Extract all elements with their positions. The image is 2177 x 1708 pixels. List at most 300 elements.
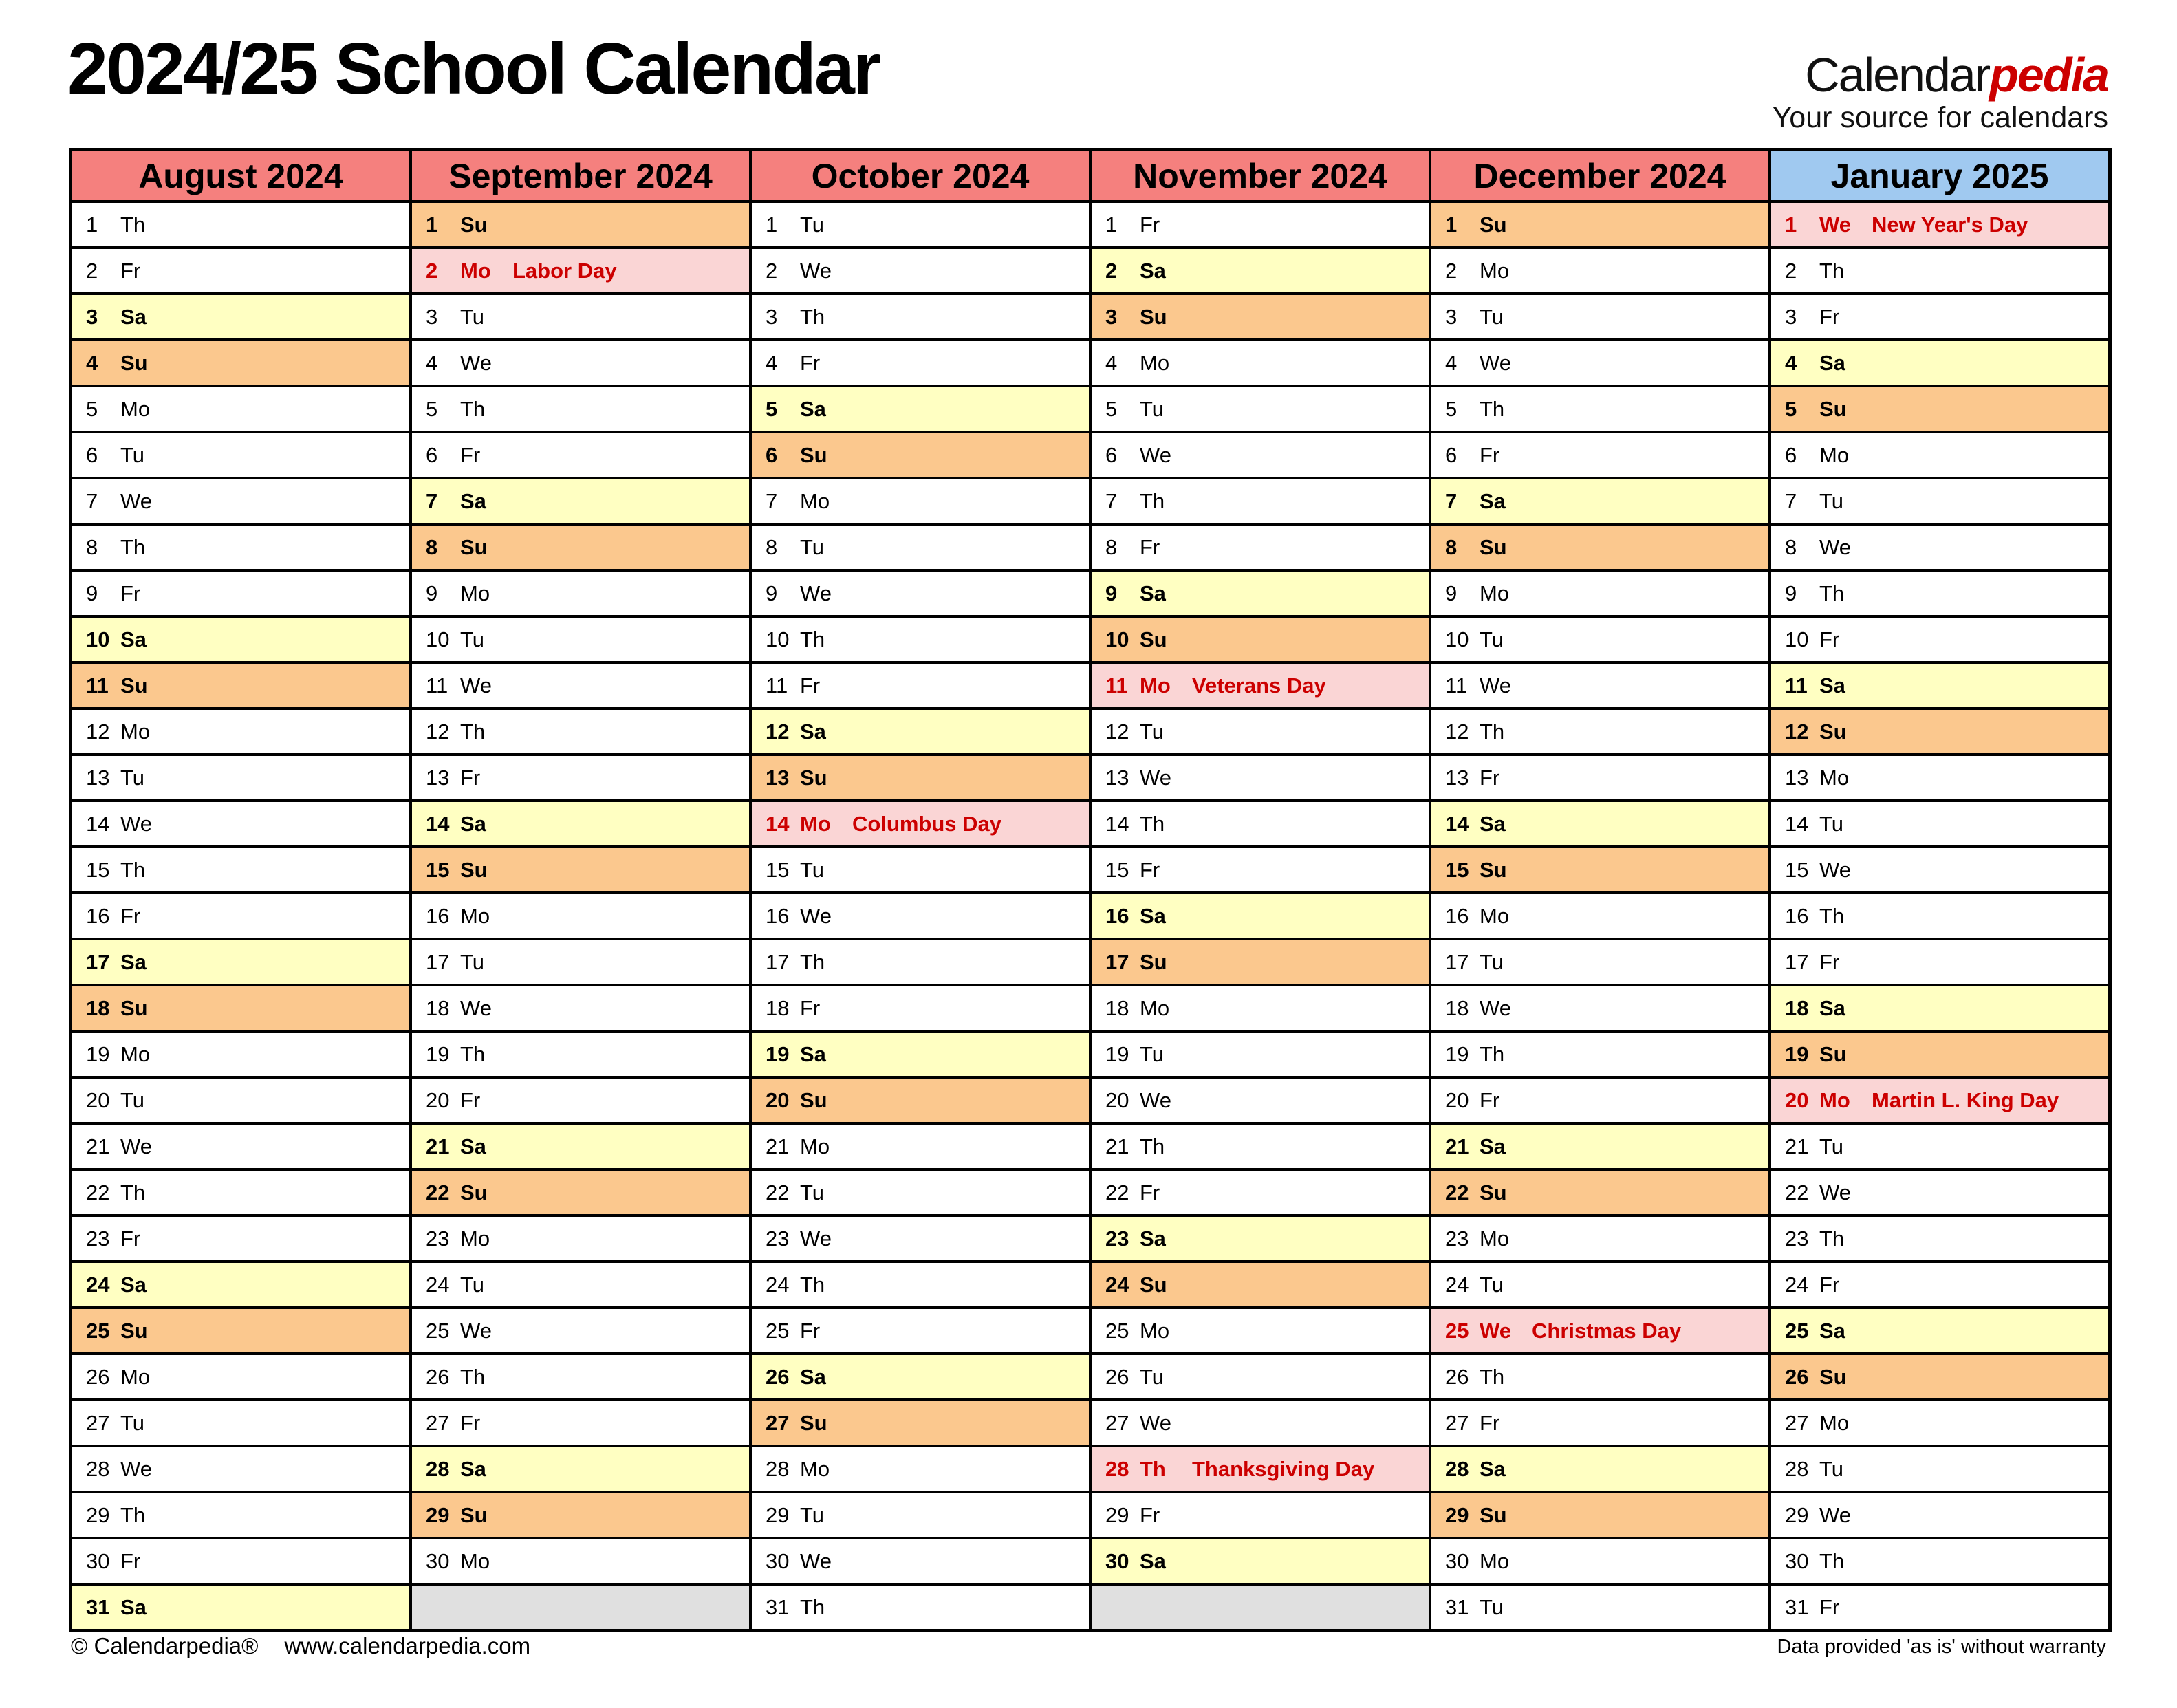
weekday-abbreviation: Mo	[800, 489, 830, 513]
website-url[interactable]: www.calendarpedia.com	[284, 1633, 531, 1658]
holiday-name: Labor Day	[512, 259, 617, 283]
day-cell	[1771, 387, 2108, 433]
month-header: January 2025	[1771, 151, 2108, 203]
day-number: 15	[426, 858, 450, 882]
day-cell	[412, 1263, 749, 1309]
day-number: 11	[1105, 673, 1128, 698]
day-number: 8	[766, 535, 778, 559]
day-cell	[72, 572, 409, 618]
weekday-abbreviation: Sa	[120, 950, 147, 974]
day-cell	[72, 1355, 409, 1401]
day-number: 25	[86, 1319, 110, 1343]
day-cell	[72, 1586, 409, 1629]
day-number: 9	[1445, 581, 1458, 605]
day-number: 28	[1445, 1457, 1469, 1481]
day-cell	[1431, 1539, 1768, 1586]
day-number: 31	[1445, 1595, 1469, 1619]
weekday-abbreviation: We	[1140, 766, 1171, 790]
day-number: 24	[86, 1273, 110, 1297]
weekday-abbreviation: Fr	[1480, 443, 1500, 467]
weekday-abbreviation: Su	[1140, 305, 1167, 329]
day-number: 16	[86, 904, 110, 928]
weekday-abbreviation: Sa	[120, 1273, 147, 1297]
weekday-abbreviation: Mo	[460, 581, 490, 605]
weekday-abbreviation: We	[800, 904, 832, 928]
day-cell	[412, 1309, 749, 1355]
day-number: 27	[766, 1411, 790, 1435]
day-cell	[1092, 203, 1429, 249]
weekday-abbreviation: Th	[1140, 489, 1165, 513]
day-number: 30	[426, 1549, 450, 1573]
day-number: 1	[1105, 213, 1118, 237]
day-cell	[1771, 249, 2108, 295]
day-number: 2	[426, 259, 438, 283]
day-number: 16	[1785, 904, 1809, 928]
weekday-abbreviation: We	[1140, 1088, 1171, 1112]
day-cell	[72, 203, 409, 249]
day-cell	[752, 249, 1089, 295]
weekday-abbreviation: Tu	[1140, 397, 1165, 421]
day-number: 23	[86, 1226, 110, 1251]
weekday-abbreviation: Su	[1480, 1503, 1507, 1527]
weekday-abbreviation: Th	[120, 535, 146, 559]
day-number: 21	[426, 1134, 450, 1158]
weekday-abbreviation: Fr	[1140, 535, 1160, 559]
weekday-abbreviation: Th	[1819, 581, 1845, 605]
day-number: 11	[426, 673, 448, 698]
day-cell	[1771, 1355, 2108, 1401]
day-number: 4	[766, 351, 778, 375]
day-number: 9	[86, 581, 98, 605]
day-number: 23	[1445, 1226, 1469, 1251]
weekday-abbreviation: Th	[800, 1595, 825, 1619]
day-cell	[72, 295, 409, 341]
day-number: 24	[426, 1273, 450, 1297]
day-number: 8	[1785, 535, 1797, 559]
day-number: 8	[1105, 535, 1118, 559]
day-number: 18	[1105, 996, 1129, 1020]
weekday-abbreviation: Mo	[1480, 904, 1510, 928]
day-number: 2	[1105, 259, 1118, 283]
day-cell	[72, 1309, 409, 1355]
day-cell	[1092, 341, 1429, 387]
day-cell	[1092, 1401, 1429, 1447]
day-number: 29	[426, 1503, 450, 1527]
weekday-abbreviation: Su	[120, 996, 148, 1020]
day-cell	[72, 1401, 409, 1447]
weekday-abbreviation: Su	[1480, 535, 1507, 559]
day-cell	[72, 1079, 409, 1125]
day-number: 6	[766, 443, 778, 467]
weekday-abbreviation: Mo	[1819, 766, 1850, 790]
weekday-abbreviation: Th	[800, 627, 825, 651]
day-number: 20	[426, 1088, 450, 1112]
day-number: 17	[1445, 950, 1469, 974]
day-cell	[1431, 526, 1768, 572]
day-number: 16	[1445, 904, 1469, 928]
day-cell	[752, 295, 1089, 341]
day-cell	[1771, 572, 2108, 618]
weekday-abbreviation: Fr	[460, 1411, 481, 1435]
day-number: 16	[1105, 904, 1129, 928]
day-number: 6	[1445, 443, 1458, 467]
day-cell	[1092, 894, 1429, 940]
day-cell	[1771, 1217, 2108, 1263]
weekday-abbreviation: We	[1819, 858, 1851, 882]
day-cell	[1431, 940, 1768, 986]
day-number: 25	[1785, 1319, 1809, 1343]
day-cell	[1092, 1125, 1429, 1171]
day-cell	[72, 1171, 409, 1217]
day-cell	[1092, 572, 1429, 618]
day-number: 1	[86, 213, 98, 237]
day-cell	[412, 1171, 749, 1217]
weekday-abbreviation: Tu	[1140, 720, 1165, 744]
day-cell	[1771, 295, 2108, 341]
copyright-text: © Calendarpedia®	[71, 1633, 259, 1658]
weekday-abbreviation: Su	[460, 1180, 488, 1204]
day-number: 12	[1445, 720, 1469, 744]
weekday-abbreviation: Tu	[1480, 1273, 1504, 1297]
day-cell	[412, 387, 749, 433]
day-cell	[1092, 433, 1429, 479]
day-number: 28	[766, 1457, 790, 1481]
day-number: 24	[766, 1273, 790, 1297]
holiday-cell	[1092, 1447, 1429, 1493]
weekday-abbreviation: Fr	[120, 1226, 141, 1251]
day-cell	[412, 618, 749, 664]
day-cell	[752, 756, 1089, 802]
day-number: 28	[426, 1457, 450, 1481]
weekday-abbreviation: Th	[1819, 259, 1845, 283]
day-number: 28	[86, 1457, 110, 1481]
day-cell	[1092, 1079, 1429, 1125]
day-number: 7	[766, 489, 778, 513]
holiday-name: Columbus Day	[852, 812, 1002, 836]
day-number: 10	[1105, 627, 1129, 651]
day-cell	[1431, 295, 1768, 341]
holiday-cell	[752, 802, 1089, 848]
day-cell	[1771, 1309, 2108, 1355]
weekday-abbreviation: Su	[120, 351, 148, 375]
day-cell	[1431, 1586, 1768, 1629]
day-cell	[752, 203, 1089, 249]
day-number: 13	[1445, 766, 1469, 790]
weekday-abbreviation: Tu	[1480, 627, 1504, 651]
weekday-abbreviation: Tu	[800, 213, 825, 237]
weekday-abbreviation: Th	[800, 1273, 825, 1297]
day-cell	[412, 572, 749, 618]
weekday-abbreviation: We	[800, 581, 832, 605]
day-number: 27	[1105, 1411, 1129, 1435]
weekday-abbreviation: We	[1480, 673, 1511, 698]
day-number: 30	[1785, 1549, 1809, 1573]
day-number: 14	[1105, 812, 1129, 836]
day-cell	[1431, 1125, 1768, 1171]
weekday-abbreviation: Su	[800, 1411, 827, 1435]
holiday-cell	[412, 249, 749, 295]
weekday-abbreviation: Th	[1480, 720, 1505, 744]
day-cell	[752, 1586, 1089, 1629]
day-number: 16	[766, 904, 790, 928]
weekday-abbreviation: We	[1140, 1411, 1171, 1435]
holiday-name: Veterans Day	[1192, 673, 1326, 698]
day-number: 28	[1785, 1457, 1809, 1481]
day-number: 29	[86, 1503, 110, 1527]
weekday-abbreviation: Su	[800, 443, 827, 467]
day-cell	[72, 618, 409, 664]
day-number: 16	[426, 904, 450, 928]
day-cell	[1771, 710, 2108, 756]
day-number: 7	[426, 489, 438, 513]
day-number: 2	[86, 259, 98, 283]
weekday-abbreviation: Mo	[1140, 351, 1170, 375]
day-cell	[412, 986, 749, 1033]
day-number: 22	[1785, 1180, 1809, 1204]
month-header: August 2024	[72, 151, 409, 203]
weekday-abbreviation: Tu	[1819, 812, 1844, 836]
day-number: 23	[1785, 1226, 1809, 1251]
weekday-abbreviation: We	[1140, 443, 1171, 467]
day-cell	[752, 894, 1089, 940]
weekday-abbreviation: We	[120, 1134, 152, 1158]
day-number: 13	[766, 766, 790, 790]
day-cell	[1092, 295, 1429, 341]
page-title: 2024/25 School Calendar	[67, 28, 880, 109]
weekday-abbreviation: Fr	[800, 673, 821, 698]
weekday-abbreviation: Su	[1819, 1365, 1847, 1389]
day-cell	[752, 710, 1089, 756]
weekday-abbreviation: Su	[1480, 1180, 1507, 1204]
weekday-abbreviation: We	[120, 1457, 152, 1481]
day-cell	[1771, 1539, 2108, 1586]
weekday-abbreviation: Th	[460, 1365, 486, 1389]
weekday-abbreviation: Th	[800, 950, 825, 974]
logo-text-calendar: Calendar	[1805, 48, 1990, 102]
weekday-abbreviation: Th	[1140, 1457, 1166, 1481]
weekday-abbreviation: Mo	[120, 397, 151, 421]
day-number: 20	[1445, 1088, 1469, 1112]
day-cell	[412, 1033, 749, 1079]
day-cell	[412, 1217, 749, 1263]
weekday-abbreviation: Su	[1140, 627, 1167, 651]
day-number: 8	[426, 535, 438, 559]
day-cell	[1771, 756, 2108, 802]
weekday-abbreviation: We	[1819, 213, 1851, 237]
day-cell	[412, 295, 749, 341]
weekday-abbreviation: Su	[1140, 950, 1167, 974]
weekday-abbreviation: Fr	[460, 1088, 481, 1112]
day-number: 3	[1785, 305, 1797, 329]
month-header: December 2024	[1431, 151, 1768, 203]
day-cell	[1092, 1263, 1429, 1309]
day-number: 10	[1785, 627, 1809, 651]
day-number: 18	[1785, 996, 1809, 1020]
weekday-abbreviation: We	[460, 996, 492, 1020]
weekday-abbreviation: We	[120, 489, 152, 513]
weekday-abbreviation: Mo	[460, 904, 490, 928]
day-number: 5	[426, 397, 438, 421]
day-cell	[412, 1447, 749, 1493]
day-cell	[1771, 894, 2108, 940]
day-number: 25	[766, 1319, 790, 1343]
day-cell	[72, 1217, 409, 1263]
day-number: 10	[86, 627, 110, 651]
weekday-abbreviation: Mo	[1140, 1319, 1170, 1343]
day-cell	[1771, 1033, 2108, 1079]
day-cell	[1431, 249, 1768, 295]
day-number: 17	[1105, 950, 1129, 974]
day-number: 13	[1785, 766, 1809, 790]
day-cell	[72, 1125, 409, 1171]
weekday-abbreviation: Th	[800, 305, 825, 329]
month-column-october-2024	[752, 151, 1092, 1629]
day-cell	[752, 1355, 1089, 1401]
day-cell	[1771, 848, 2108, 894]
weekday-abbreviation: Sa	[460, 812, 486, 836]
month-header: November 2024	[1092, 151, 1429, 203]
day-cell	[1092, 479, 1429, 526]
weekday-abbreviation: Mo	[1819, 443, 1850, 467]
weekday-abbreviation: Mo	[460, 1549, 490, 1573]
holiday-name: Christmas Day	[1532, 1319, 1682, 1343]
weekday-abbreviation: Sa	[800, 397, 826, 421]
weekday-abbreviation: Sa	[1140, 1226, 1166, 1251]
day-number: 3	[766, 305, 778, 329]
weekday-abbreviation: Tu	[1819, 489, 1844, 513]
day-number: 1	[1785, 213, 1797, 237]
day-number: 29	[1785, 1503, 1809, 1527]
weekday-abbreviation: Mo	[460, 1226, 490, 1251]
day-cell	[1092, 802, 1429, 848]
weekday-abbreviation: Th	[120, 213, 146, 237]
day-number: 14	[426, 812, 450, 836]
month-header: October 2024	[752, 151, 1089, 203]
day-number: 17	[426, 950, 450, 974]
day-number: 5	[86, 397, 98, 421]
weekday-abbreviation: Fr	[120, 1549, 141, 1573]
day-cell	[752, 1171, 1089, 1217]
day-cell	[752, 1539, 1089, 1586]
day-number: 12	[1105, 720, 1129, 744]
day-number: 29	[766, 1503, 790, 1527]
day-number: 18	[426, 996, 450, 1020]
day-number: 12	[1785, 720, 1809, 744]
weekday-abbreviation: Mo	[800, 812, 831, 836]
day-cell	[1771, 1493, 2108, 1539]
weekday-abbreviation: Fr	[1140, 1503, 1160, 1527]
day-number: 4	[1785, 351, 1797, 375]
weekday-abbreviation: Th	[1480, 397, 1505, 421]
weekday-abbreviation: Tu	[120, 443, 145, 467]
weekday-abbreviation: Fr	[1480, 766, 1500, 790]
day-number: 23	[766, 1226, 790, 1251]
day-number: 21	[1445, 1134, 1469, 1158]
day-number: 12	[766, 720, 790, 744]
weekday-abbreviation: Fr	[800, 351, 821, 375]
footer-disclaimer: Data provided 'as is' without warranty	[1777, 1636, 2106, 1658]
day-cell	[1431, 986, 1768, 1033]
weekday-abbreviation: Su	[800, 1088, 827, 1112]
day-number: 24	[1785, 1273, 1809, 1297]
weekday-abbreviation: Tu	[1480, 1595, 1504, 1619]
weekday-abbreviation: Tu	[1819, 1134, 1844, 1158]
day-number: 21	[1785, 1134, 1809, 1158]
day-number: 31	[86, 1595, 110, 1619]
day-cell	[1431, 848, 1768, 894]
weekday-abbreviation: We	[120, 812, 152, 836]
holiday-name: Thanksgiving Day	[1192, 1457, 1375, 1481]
day-number: 10	[766, 627, 790, 651]
day-cell	[1771, 1586, 2108, 1629]
day-number: 6	[426, 443, 438, 467]
day-cell	[1431, 756, 1768, 802]
day-number: 30	[766, 1549, 790, 1573]
weekday-abbreviation: Fr	[120, 904, 141, 928]
calendar-table	[69, 148, 2112, 1632]
logo-tagline: Your source for calendars	[1772, 100, 2108, 134]
day-cell	[72, 479, 409, 526]
weekday-abbreviation: Fr	[1480, 1411, 1500, 1435]
day-number: 19	[426, 1042, 450, 1066]
day-number: 5	[1785, 397, 1797, 421]
day-number: 26	[1445, 1365, 1469, 1389]
weekday-abbreviation: Tu	[120, 766, 145, 790]
day-cell	[72, 249, 409, 295]
day-cell	[752, 341, 1089, 387]
day-cell	[412, 1401, 749, 1447]
day-cell	[1771, 1263, 2108, 1309]
weekday-abbreviation: Fr	[1819, 305, 1840, 329]
day-cell	[752, 1033, 1089, 1079]
day-cell	[752, 526, 1089, 572]
day-cell	[412, 433, 749, 479]
day-cell	[412, 710, 749, 756]
day-cell	[1092, 1033, 1429, 1079]
day-cell	[412, 940, 749, 986]
calendarpedia-logo	[1773, 50, 2108, 133]
month-column-september-2024	[412, 151, 752, 1629]
day-cell	[752, 1263, 1089, 1309]
day-number: 7	[86, 489, 98, 513]
day-cell	[412, 848, 749, 894]
weekday-abbreviation: Mo	[1140, 673, 1171, 698]
weekday-abbreviation: We	[460, 673, 492, 698]
day-number: 19	[1105, 1042, 1129, 1066]
weekday-abbreviation: Su	[460, 858, 488, 882]
day-cell	[1092, 986, 1429, 1033]
blank-cell	[1092, 1586, 1429, 1629]
weekday-abbreviation: Th	[460, 720, 486, 744]
day-number: 15	[1785, 858, 1809, 882]
day-cell	[1771, 433, 2108, 479]
day-cell	[412, 1539, 749, 1586]
weekday-abbreviation: Tu	[1140, 1365, 1165, 1389]
day-number: 14	[86, 812, 110, 836]
day-cell	[1431, 802, 1768, 848]
day-cell	[1771, 479, 2108, 526]
day-cell	[412, 756, 749, 802]
day-cell	[1771, 1125, 2108, 1171]
weekday-abbreviation: Sa	[800, 1365, 826, 1389]
day-number: 31	[766, 1595, 790, 1619]
weekday-abbreviation: We	[460, 351, 492, 375]
weekday-abbreviation: Th	[1819, 904, 1845, 928]
logo-text-pedia: pedia	[1989, 48, 2108, 102]
day-number: 3	[1105, 305, 1118, 329]
weekday-abbreviation: Fr	[800, 996, 821, 1020]
weekday-abbreviation: Tu	[120, 1088, 145, 1112]
